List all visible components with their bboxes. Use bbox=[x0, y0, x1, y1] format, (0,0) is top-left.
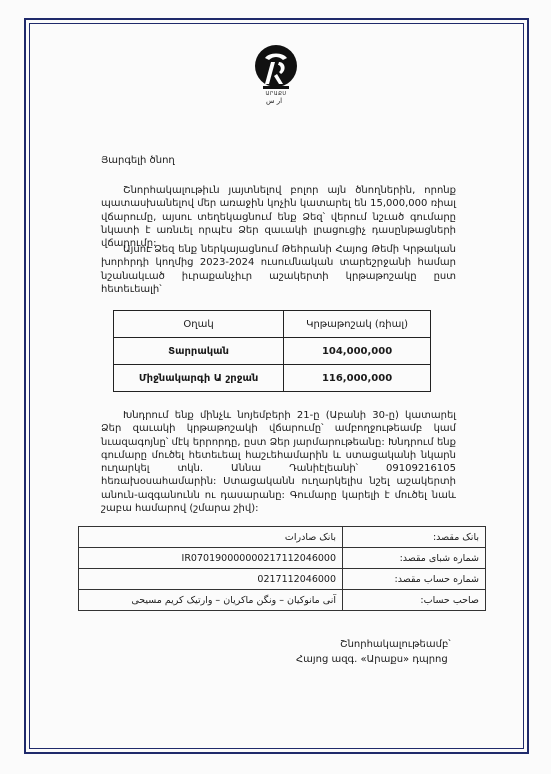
table-row bbox=[79, 548, 486, 569]
bank-label: بانک مقصد: bbox=[343, 527, 486, 548]
table-row bbox=[79, 590, 486, 611]
school-signature: Հայոց ազգ. «Արաքս» դպրոց bbox=[296, 654, 448, 665]
closing-thanks: Շնորհակալութեամբ՝ bbox=[340, 639, 451, 650]
table-row bbox=[79, 527, 486, 548]
level-cell: Միջնակարգի Ա շրջան bbox=[114, 365, 284, 392]
table-row bbox=[114, 365, 431, 392]
paragraph-tuition-intro: Այսու Ձեզ ենք ներկայացնում Թեհրանի Հայոց Թեմի Կրթական խորհրդի կողմից 2023-2024 ուսումնական տարեշրջանի համար նշանակւած իւրաքանչիւր աշակերտի կրթաթոշակը ըստ հետեւեալի՝ bbox=[101, 244, 456, 295]
table-row bbox=[79, 569, 486, 590]
iban-value: IR070190000000217112046000 bbox=[79, 548, 343, 569]
tuition-table bbox=[113, 310, 431, 392]
table-row bbox=[114, 338, 431, 365]
tuition-table-header bbox=[114, 311, 431, 338]
header-amount: Կրթաթոշակ (ռիալ) bbox=[284, 311, 431, 338]
account-label: شماره حساب مقصد: bbox=[343, 569, 486, 590]
bank-details-table bbox=[78, 526, 486, 611]
bank-value: بانک صادرات bbox=[79, 527, 343, 548]
paragraph-thanks: Շնորհակալութիւն յայտնելով բոլոր այն ծնողներին, որոնք պատասխանելով մեր առաջին կոչին կատարել են 15,000,000 ռիալ վճարումը, այսու տեղեկացնում ենք Ձեզ՝ վերում նշւած գումարը նկատի է առնւել որպէս Ձեր զաւակի լրացուցիչ դասընթացների վճարումը: bbox=[101, 185, 456, 250]
logo-caption: ԱՐԱՔՍ bbox=[265, 91, 287, 97]
owner-label: صاحب حساب: bbox=[343, 590, 486, 611]
level-cell: Տարրական bbox=[114, 338, 284, 365]
owner-value: آنی مانوکیان – ونگن ماکریان – وارتیک کریم مسیحی bbox=[79, 590, 343, 611]
logo-sub-caption: ار س bbox=[266, 97, 283, 105]
account-value: 0217112046000 bbox=[79, 569, 343, 590]
greeting: Յարգելի ծնող bbox=[101, 155, 175, 166]
header-level: Օղակ bbox=[114, 311, 284, 338]
iban-label: شماره شبای مقصد: bbox=[343, 548, 486, 569]
amount-cell: 116,000,000 bbox=[284, 365, 431, 392]
amount-cell: 104,000,000 bbox=[284, 338, 431, 365]
paragraph-payment-instructions: Խնդրում ենք մինչև նոյեմբերի 21-ը (Աբանի 30-ը) կատարել Ձեր զաւակի կրթաթոշակի վճարումը՝ ամբողջութեամբ կամ նւազագոյնը՝ մէկ երրորդը, ըստ Ձեր յարմարութեանը: Խնդրում ենք գումարը մուծել հետեւեալ հաշւեհամարին և ստացականի նկարն ուղարկել տկն. Աննա Դանիէլեանի՝ 09109216105 հեռախօսահամարին: Ստացականն ուղարկելիս նշել աշակերտի անուն-ազգանունն ու դասարանը: Գումարը կարելի է մուծել նաև շաբա համարով (շմարա շիվ): bbox=[101, 410, 456, 515]
